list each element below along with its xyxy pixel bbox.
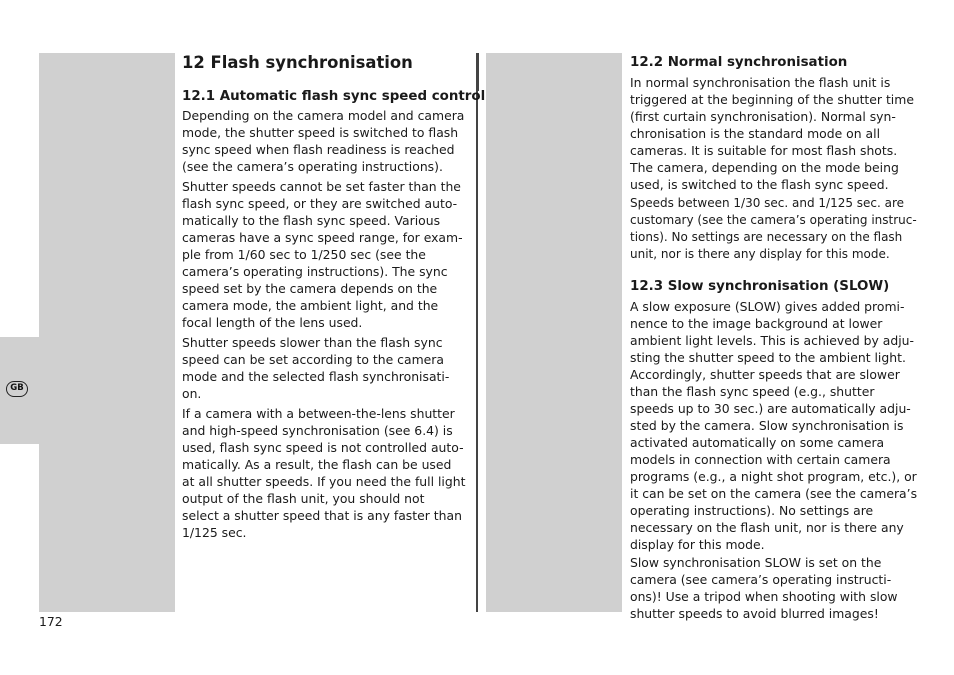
text-line: speed set by the camera depends on the <box>182 281 438 296</box>
text-line: speeds up to 30 sec.) are automatically adju- <box>630 401 911 416</box>
paragraph <box>182 405 465 541</box>
text-line: The camera, depending on the mode being <box>630 160 899 175</box>
text-line: it can be set on the camera (see the camera’s <box>630 486 918 501</box>
text-line: ons)! Use a tripod when shooting with slow <box>630 589 898 604</box>
text-line: cameras. It is suitable for most flash shots. <box>630 143 898 158</box>
paragraph <box>630 195 917 263</box>
text-line: If a camera with a between-the-lens shutter <box>182 406 455 421</box>
left-margin-band <box>39 53 175 337</box>
text-line: camera (see camera’s operating instructi- <box>630 572 892 587</box>
text-line: Accordingly, shutter speeds that are slower <box>630 367 900 382</box>
text-line: tions). No settings are necessary on the flash <box>630 230 903 244</box>
section-heading-auto-sync: 12.1 Automatic flash sync speed control <box>182 89 486 104</box>
text-line: 1/125 sec. <box>182 525 247 540</box>
column-divider-accent <box>478 53 479 91</box>
text-line: Shutter speeds cannot be set faster than the <box>182 179 461 194</box>
text-line: unit, nor is there any display for this mode. <box>630 247 890 261</box>
text-line: models in connection with certain camera <box>630 452 891 467</box>
text-line: (see the camera’s operating instructions). <box>182 159 443 174</box>
column-divider <box>476 53 478 612</box>
language-badge: GB <box>6 381 28 397</box>
text-line: mode and the selected flash synchronisati- <box>182 369 450 384</box>
text-line: ambient light levels. This is achieved by adju- <box>630 333 914 348</box>
text-line: sting the shutter speed to the ambient light. <box>630 350 906 365</box>
text-line: chronisation is the standard mode on all <box>630 126 881 141</box>
text-line: Speeds between 1/30 sec. and 1/125 sec. are <box>630 196 905 210</box>
text-line: ple from 1/60 sec to 1/250 sec (see the <box>182 247 426 262</box>
text-line: operating instructions). No settings are <box>630 503 874 518</box>
text-line: customary (see the camera’s operating instruc- <box>630 213 917 227</box>
text-line: camera’s operating instructions). The sync <box>182 264 448 279</box>
paragraph <box>630 554 898 622</box>
left-margin-band-lower <box>39 444 175 612</box>
right-margin-band <box>486 53 622 612</box>
paragraph <box>182 334 449 402</box>
text-line: camera mode, the ambient light, and the <box>182 298 439 313</box>
text-line: sync speed when flash readiness is reached <box>182 142 455 157</box>
text-line: necessary on the flash unit, nor is there any <box>630 520 904 535</box>
paragraph <box>630 74 914 193</box>
text-line: used, flash sync speed is not controlled auto- <box>182 440 464 455</box>
text-line: (first curtain synchronisation). Normal syn- <box>630 109 896 124</box>
text-line: than the flash sync speed (e.g., shutter <box>630 384 875 399</box>
paragraph <box>630 298 917 553</box>
text-line: sted by the camera. Slow synchronisation is <box>630 418 904 433</box>
text-line: triggered at the beginning of the shutter time <box>630 92 914 107</box>
text-line: output of the flash unit, you should not <box>182 491 425 506</box>
text-line: mode, the shutter speed is switched to flash <box>182 125 459 140</box>
text-line: Shutter speeds slower than the flash sync <box>182 335 443 350</box>
section-heading-normal-sync: 12.2 Normal synchronisation <box>630 55 848 70</box>
text-line: cameras have a sync speed range, for exam- <box>182 230 463 245</box>
text-line: at all shutter speeds. If you need the full light <box>182 474 466 489</box>
text-line: display for this mode. <box>630 537 765 552</box>
text-line: Slow synchronisation SLOW is set on the <box>630 555 882 570</box>
text-line: In normal synchronisation the flash unit is <box>630 75 891 90</box>
text-line: activated automatically on some camera <box>630 435 885 450</box>
text-line: Depending on the camera model and camera <box>182 108 465 123</box>
text-line: on. <box>182 386 202 401</box>
text-line: programs (e.g., a night shot program, etc.), or <box>630 469 917 484</box>
text-line: speed can be set according to the camera <box>182 352 444 367</box>
text-line: used, is switched to the flash sync speed. <box>630 177 889 192</box>
text-line: matically. As a result, the flash can be used <box>182 457 452 472</box>
page-number: 172 <box>39 614 63 629</box>
text-line: shutter speeds to avoid blurred images! <box>630 606 879 621</box>
section-heading-slow-sync: 12.3 Slow synchronisation (SLOW) <box>630 279 890 294</box>
text-line: nence to the image background at lower <box>630 316 883 331</box>
text-line: and high-speed synchronisation (see 6.4) is <box>182 423 453 438</box>
paragraph <box>182 178 463 331</box>
paragraph <box>182 107 464 175</box>
text-line: select a shutter speed that is any faster than <box>182 508 462 523</box>
text-line: matically to the flash sync speed. Various <box>182 213 441 228</box>
text-line: A slow exposure (SLOW) gives added promi- <box>630 299 905 314</box>
text-line: focal length of the lens used. <box>182 315 363 330</box>
chapter-title: 12 Flash synchronisation <box>182 53 413 72</box>
text-line: flash sync speed, or they are switched auto- <box>182 196 458 211</box>
